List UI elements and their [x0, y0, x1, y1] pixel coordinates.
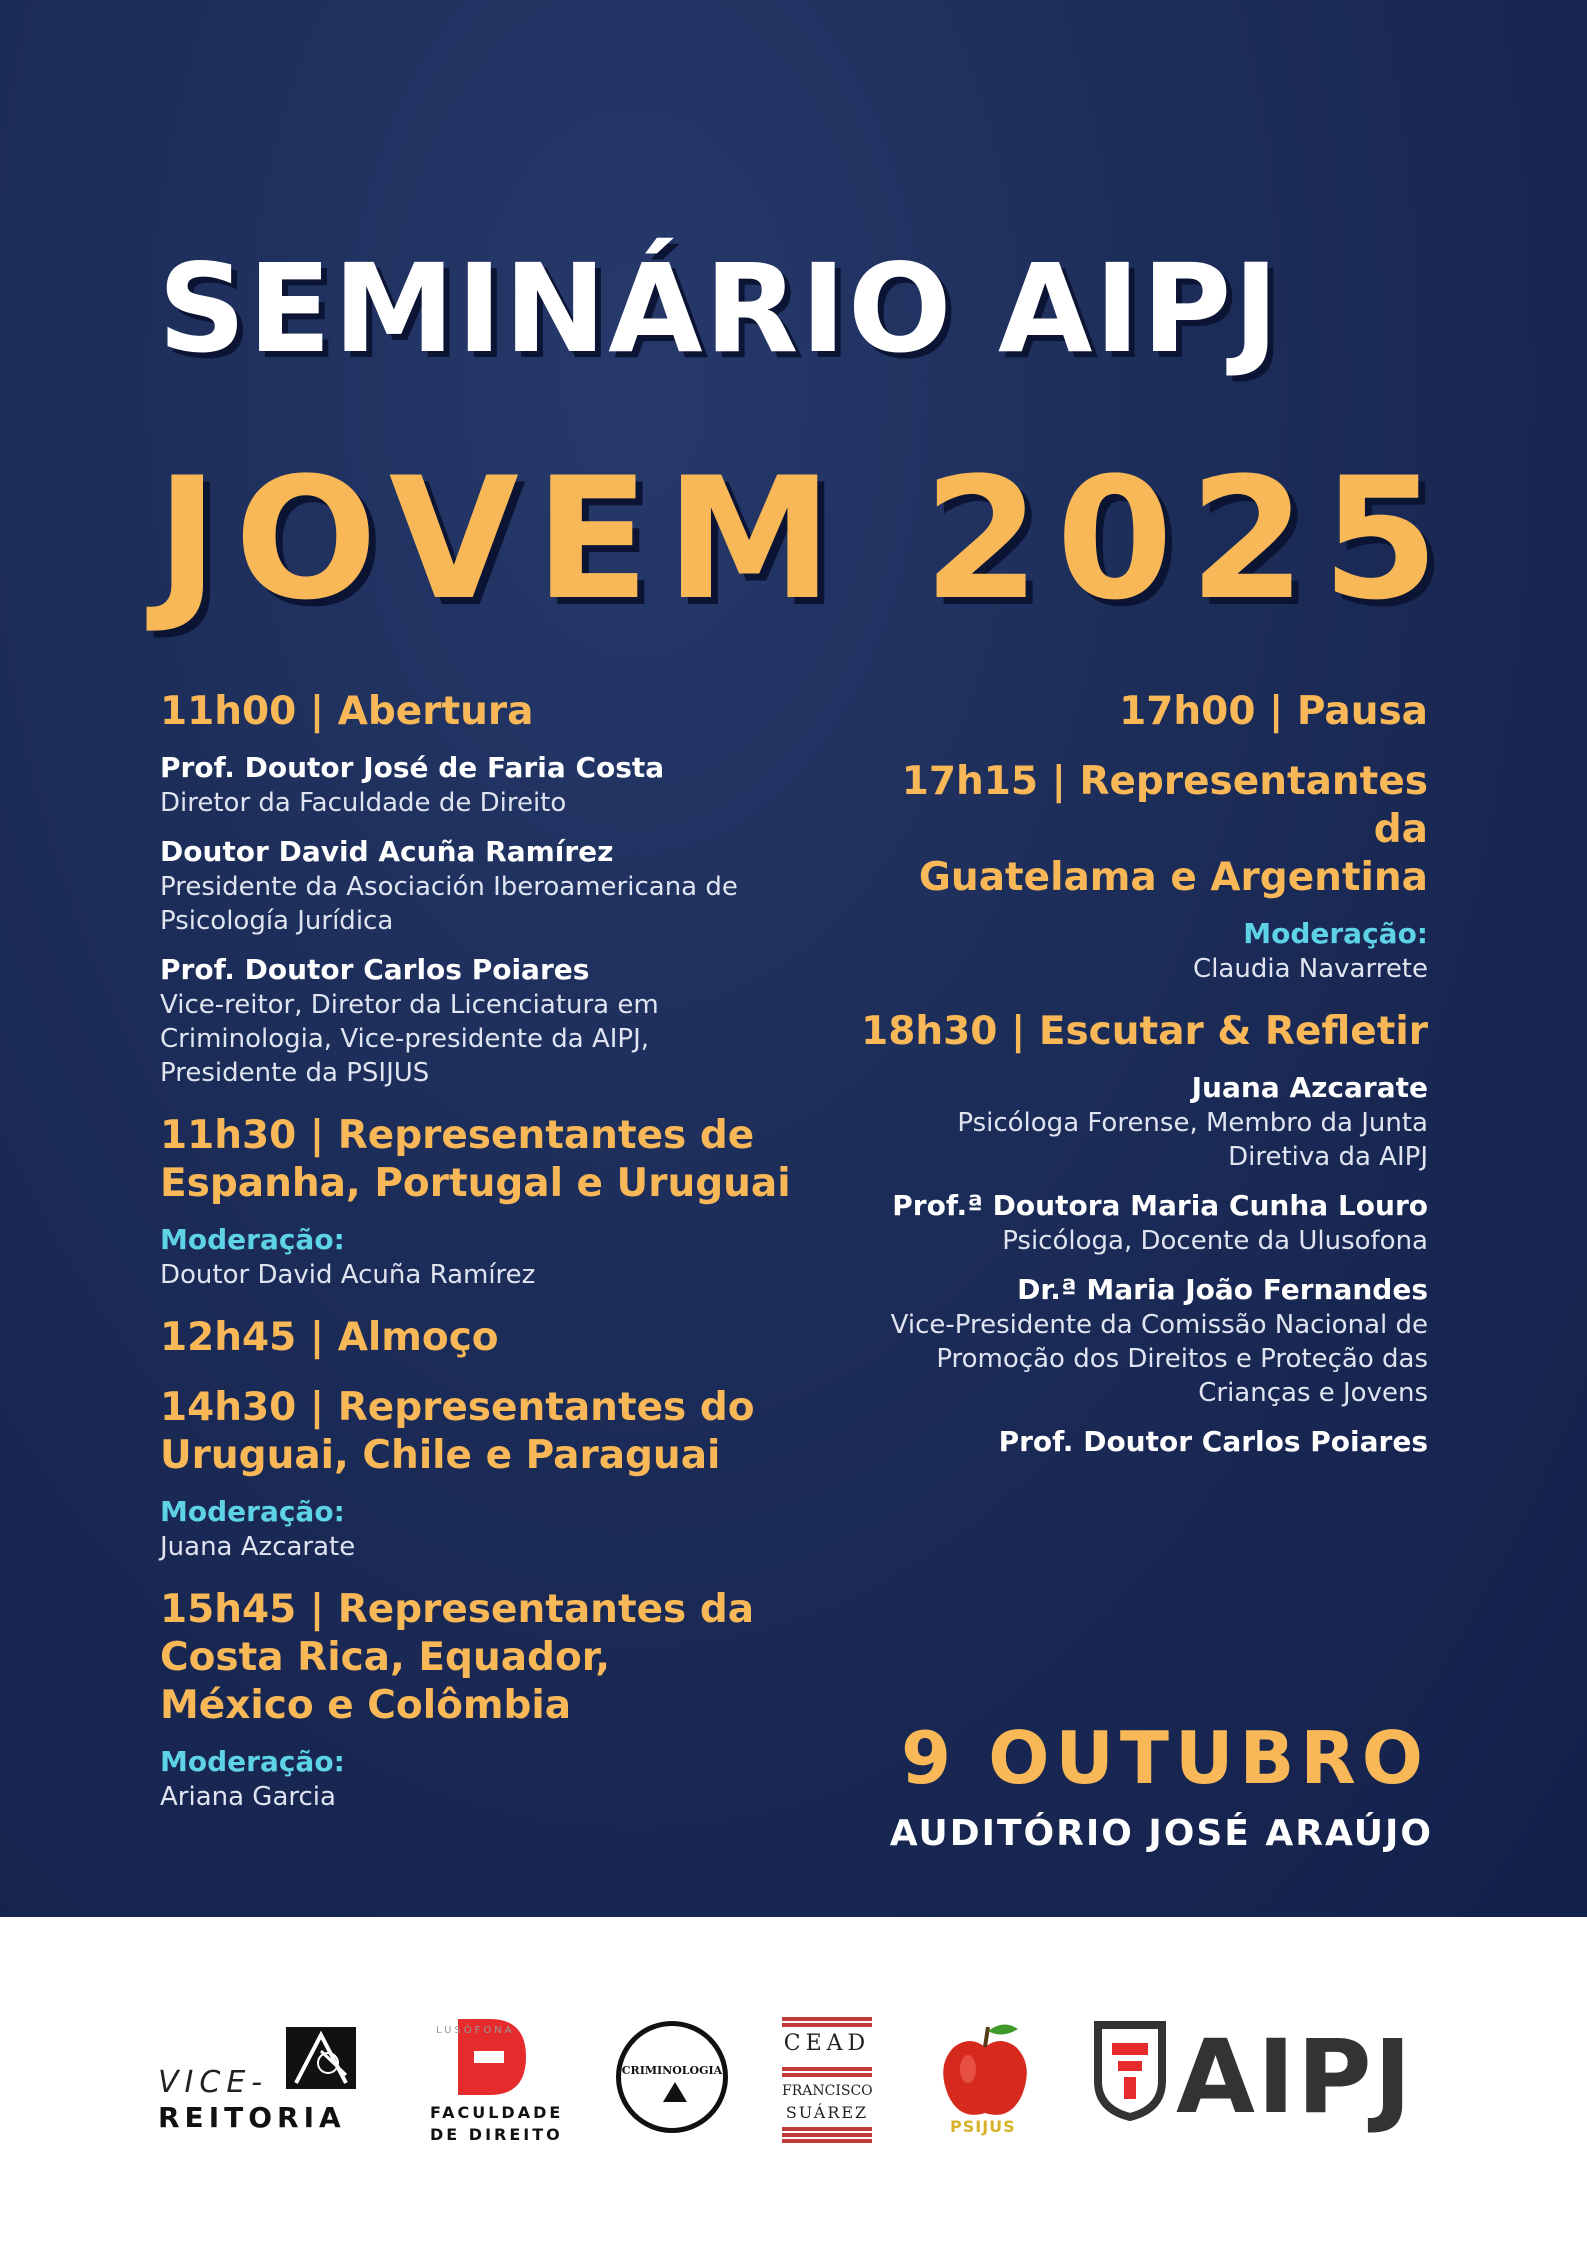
- speaker-name: Juana Azcarate: [1191, 1071, 1428, 1104]
- psijus-logo: [930, 2017, 1040, 2147]
- speaker-name: Prof. Doutor Carlos Poiares: [160, 953, 590, 986]
- speaker-role: Vice-reitor, Diretor da Licenciatura em: [160, 990, 659, 1020]
- vice-reitoria-line1: VICE-: [158, 2065, 269, 2100]
- moderation-label: Moderação:: [160, 1495, 345, 1528]
- aipj-text: AIPJ: [1176, 2018, 1414, 2137]
- slot-heading: Costa Rica, Equador,: [160, 1635, 611, 1680]
- moderator-name: Doutor David Acuña Ramírez: [160, 1260, 536, 1290]
- spacer: [160, 820, 800, 834]
- speaker-role: Psicología Jurídica: [160, 906, 394, 936]
- moderation-label: Moderação:: [160, 1223, 345, 1256]
- speaker-name: Prof. Doutor José de Faria Costa: [160, 751, 665, 784]
- speaker-role: Criminologia, Vice-presidente da AIPJ,: [160, 1024, 650, 1054]
- speaker-name: Prof.ª Doutora Maria Cunha Louro: [892, 1189, 1428, 1222]
- slot-heading: 12h45 | Almoço: [160, 1315, 499, 1360]
- spacer: [160, 1730, 800, 1744]
- faculdade-direito-logo: [418, 2017, 568, 2147]
- psijus-text: PSIJUS: [950, 2117, 1016, 2136]
- program-slot: [160, 688, 800, 1090]
- slot-heading: 11h00 | Abertura: [160, 689, 534, 734]
- spacer: [840, 736, 1428, 758]
- moderator-name: Juana Azcarate: [160, 1532, 356, 1562]
- title-line-2: JOVEM 2025: [156, 441, 1455, 637]
- slot-heading: México e Colômbia: [160, 1683, 572, 1728]
- spacer: [160, 736, 800, 750]
- spacer: [840, 1174, 1428, 1188]
- spacer: [840, 1258, 1428, 1272]
- speaker-role: Crianças e Jovens: [1198, 1378, 1428, 1408]
- slot-heading: 18h30 | Escutar & Refletir: [861, 1009, 1428, 1054]
- title-line-1: SEMINÁRIO AIPJ: [158, 238, 1281, 380]
- speaker-role: Presidente da PSIJUS: [160, 1058, 430, 1088]
- speaker-role: Presidente da Asociación Iberoamericana de: [160, 872, 738, 902]
- event-venue: AUDITÓRIO JOSÉ ARAÚJO: [889, 1813, 1433, 1854]
- vice-reitoria-line2: REITORIA: [158, 2101, 346, 2134]
- spacer: [160, 1292, 800, 1314]
- faculdade-direito-line1: FACULDADE: [430, 2103, 564, 2122]
- spacer: [840, 1410, 1428, 1424]
- sponsor-logos: [0, 1917, 1587, 2245]
- spacer: [160, 1480, 800, 1494]
- program-slot: [840, 688, 1428, 736]
- cead-line2: FRANCISCO: [782, 2083, 873, 2099]
- criminologia-text: CRIMINOLOGIA: [621, 2064, 723, 2077]
- slot-heading: 15h45 | Representantes da: [160, 1587, 755, 1632]
- slot-heading: 17h00 | Pausa: [1119, 689, 1428, 734]
- speaker-role: Vice-Presidente da Comissão Nacional de: [890, 1310, 1428, 1340]
- program-slot: [840, 1008, 1428, 1460]
- speaker-role: Diretiva da AIPJ: [1228, 1142, 1428, 1172]
- faculdade-direito-line2: DE DIREITO: [430, 2125, 563, 2144]
- speaker-name: Prof. Doutor Carlos Poiares: [998, 1425, 1428, 1458]
- spacer: [840, 902, 1428, 916]
- cead-line1: CEAD: [783, 2031, 871, 2056]
- triangle-icon: [663, 2082, 687, 2102]
- program-slot: [160, 1586, 800, 1814]
- program-slot: [160, 1314, 800, 1362]
- slot-heading: 14h30 | Representantes do: [160, 1385, 755, 1430]
- program-slot: [840, 758, 1428, 986]
- spacer: [160, 1362, 800, 1384]
- program-left-column: [160, 688, 800, 1814]
- spacer: [160, 1208, 800, 1222]
- speaker-role: Psicóloga, Docente da Ulusofona: [1002, 1226, 1428, 1256]
- moderation-label: Moderação:: [160, 1745, 345, 1778]
- event-date: 9 OUTUBRO: [901, 1716, 1429, 1800]
- speaker-role: Promoção dos Direitos e Proteção das: [936, 1344, 1428, 1374]
- program-slot: [160, 1384, 800, 1564]
- program-slot: [160, 1112, 800, 1292]
- faculdade-direito-top: LUSÓFONA: [436, 2025, 515, 2036]
- slot-heading: Guatelama e Argentina: [918, 855, 1428, 900]
- criminologia-logo: [616, 2021, 728, 2133]
- slot-heading: Uruguai, Chile e Paraguai: [160, 1433, 721, 1478]
- cead-logo: [782, 2017, 872, 2147]
- vice-reitoria-logo: [158, 2027, 358, 2134]
- spacer: [160, 938, 800, 952]
- speaker-name: Doutor David Acuña Ramírez: [160, 835, 614, 868]
- speaker-name: Dr.ª Maria João Fernandes: [1017, 1273, 1428, 1306]
- speaker-role: Psicóloga Forense, Membro da Junta: [957, 1108, 1428, 1138]
- slot-heading: 17h15 | Representantes da: [901, 759, 1428, 852]
- apple-icon: [930, 2017, 1040, 2127]
- spacer: [840, 986, 1428, 1008]
- spacer: [840, 1056, 1428, 1070]
- speaker-role: Diretor da Faculdade de Direito: [160, 788, 567, 818]
- moderation-label: Moderação:: [1243, 917, 1428, 950]
- spacer: [160, 1090, 800, 1112]
- slot-heading: 11h30 | Representantes de: [160, 1113, 755, 1158]
- vice-reitoria-emblem: [286, 2027, 356, 2089]
- moderator-name: Claudia Navarrete: [1193, 954, 1428, 984]
- aipj-logo: [1094, 2017, 1434, 2147]
- cead-line3: SUÁREZ: [785, 2103, 869, 2122]
- program-right-column: [840, 688, 1428, 1460]
- shield-icon: [1094, 2021, 1166, 2121]
- moderator-name: Ariana Garcia: [160, 1782, 336, 1812]
- slot-heading: Espanha, Portugal e Uruguai: [160, 1161, 791, 1206]
- spacer: [160, 1564, 800, 1586]
